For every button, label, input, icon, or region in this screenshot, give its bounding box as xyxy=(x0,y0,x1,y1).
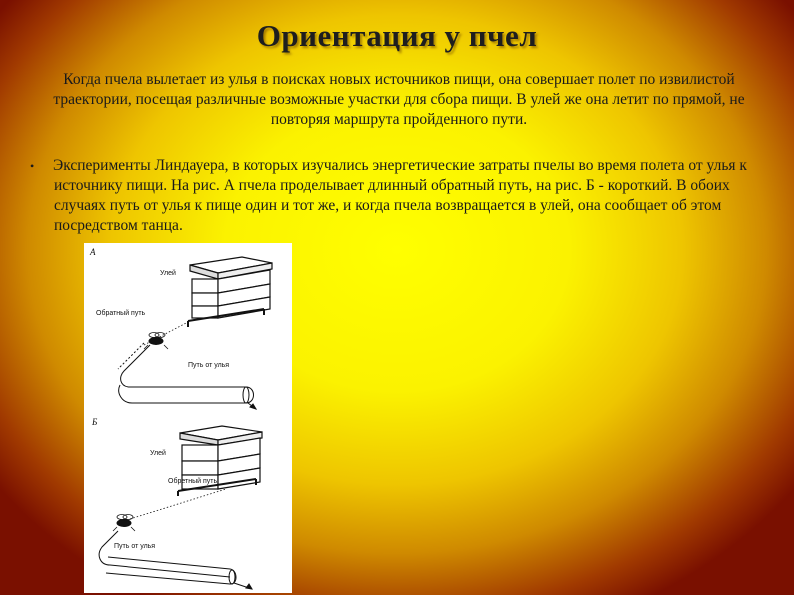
bullet-mark: • xyxy=(30,159,35,173)
bee-a-icon xyxy=(144,333,168,350)
panel-a-return-label: Обратный путь xyxy=(96,310,146,317)
hive-b-label: Улей xyxy=(150,450,166,457)
bullet-text: Эксперименты Линдауера, в которых изучались энергетические затраты пчелы во время полета от улья к источнику пищи. На рис. А пчела проделывает длинный обратный путь, на рис. Б - короткий. В обоих случаях путь от улья к пище один и тот же, и когда пчела возвращается в улей, она сообщает об этом посредством танца. xyxy=(53,157,747,234)
panel-b-return-label: Обретный путь xyxy=(168,478,218,485)
panel-a-path-label: Путь от улья xyxy=(188,362,230,369)
panel-b-letter: Б xyxy=(92,417,98,427)
bee-b-icon xyxy=(113,515,135,532)
panel-a-flight-path xyxy=(118,343,256,409)
panel-b-path-label: Путь от улья xyxy=(114,543,156,550)
hive-a-label: Улей xyxy=(160,270,176,277)
hive-b-icon xyxy=(178,426,262,496)
panel-b-flight-path xyxy=(99,531,252,589)
hive-a-icon xyxy=(188,257,272,327)
panel-a-letter: А xyxy=(90,247,96,257)
intro-paragraph: Когда пчела вылетает из улья в поисках новых источников пищи, она совершает полет по извилистой траектории, посещая различные возможные участки для сбора пищи. В улей же она летит по прямой, не повторяя маршрута пройденного пути. xyxy=(53,71,745,128)
slide-title: Ориентация у пчел xyxy=(256,18,538,53)
lindauer-figure xyxy=(84,243,292,593)
bullet-item xyxy=(30,156,760,236)
